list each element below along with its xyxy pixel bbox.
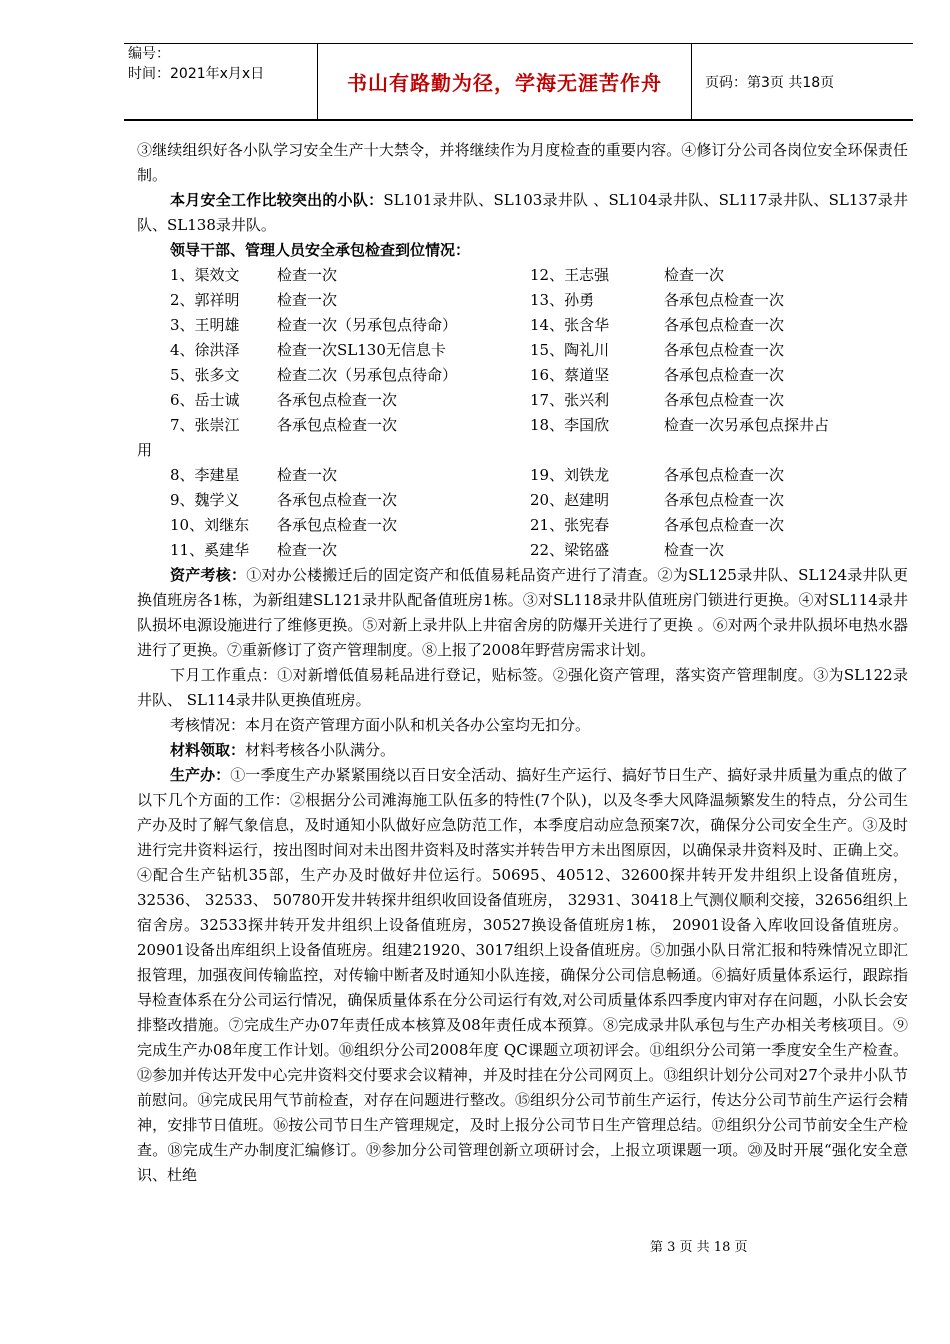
list-item: 6、岳士诚 各承包点检查一次 17、张兴利 各承包点检查一次 [170, 391, 785, 409]
list-item: 11、奚建华 检查一次 22、梁铭盛 检查一次 [170, 541, 725, 559]
header-meta [124, 44, 316, 119]
paragraph-1: ③继续组织好各小队学习安全生产十大禁令，并将继续作为月度检查的重要内容。④修订分公司各岗位安全环保责任制。 [137, 141, 908, 184]
list-item: 4、徐洪泽 检查一次SL130无信息卡 15、陶礼川 各承包点检查一次 [170, 341, 785, 359]
footer-page-number: 第 3 页 共 18 页 [650, 1240, 748, 1255]
paragraph-production: 生产办：①一季度生产办紧紧围绕以百日安全活动、搞好生产运行、搞好节日生产、搞好录井质量为重点的做了以下几个方面的工作：②根据分公司滩海施工队伍多的特性(7个队)，以及冬季大风降温频繁发生的特点，分公司生产办及时了解气象信息，及时通知小队做好应急防范工作，本季度启动应急预案7次，确保分公司安全生产。③及时进行完井资料运行，按出图时间对未出图井资料及时落实并转告甲方未出图原因，以确保录井资料及时、正确上交。④配合生产钻机35部，生产办及时做好井位运行。50695、40512、32600探井转开发井组织上设备值班房，32536、 32533、 50780开发井转探井组织收回设备值班房， 32931、30418上气测仪顺利交接，32656组织上宿舍房。32533探井转开发井组织上设备值班房，30527换设备值班房1栋， 20901设备入库收回设备值班房。 20901设备出库组织上设备值班房。组建21920、3017组织上设备值班房。⑤加强小队日常汇报和特殊情况立即汇报管理，加强夜间传输监控，对传输中断者及时通知小队连接，确保分公司信息畅通。⑥搞好质量体系运行，跟踪指导检查体系在分公司运行情况，确保质量体系在分公司运行有效,对公司质量体系四季度内审对存在问题，小队长会安排整改措施。⑦完成生产办07年责任成本核算及08年责任成本预算。⑧完成录井队承包与生产办相关考核项目。⑨完成生产办08年度工作计划。⑩组织分公司2008年度 QC课题立项初评会。⑪组织分公司第一季度安全生产检查。⑫参加并传达开发中心完井资料交付要求会议精神，并及时挂在分公司网页上。⑬组织计划分公司对27个录井小队节前慰问。⑭完成民用气节前检查，对存在问题进行整改。⑮组织分公司节前生产运行，传达分公司节前生产运行会精神，安排节日值班。⑯按公司节日生产管理规定，及时上报分公司节日生产管理总结。⑰组织分公司节前安全生产检查。⑱完成生产办制度汇编修订。⑲参加分公司管理创新立项研讨会，上报立项课题一项。⑳及时开展“强化安全意识、杜绝 [137, 766, 908, 1184]
number-label: 编号： [128, 46, 170, 62]
paragraph-3: 领导干部、管理人员安全承包检查到位情况： [170, 241, 471, 259]
page-header [124, 43, 913, 121]
list-item: 3、王明雄 检查一次（另承包点待命） 14、张含华 各承包点检查一次 [170, 316, 785, 334]
list-item: 2、郭祥明 检查一次 13、孙勇 各承包点检查一次 [170, 291, 785, 309]
list-item: 7、张崇江 各承包点检查一次 18、李国欣 检查一次另承包点探井占 [170, 416, 830, 434]
list-item: 8、李建星 检查一次 19、刘铁龙 各承包点检查一次 [170, 466, 785, 484]
list-item: 1、渠效文 检查一次 12、王志强 检查一次 [170, 266, 725, 284]
list-item: 9、魏学义 各承包点检查一次 20、赵建明 各承包点检查一次 [170, 491, 785, 509]
list-item: 5、张多文 检查二次（另承包点待命） 16、蔡道坚 各承包点检查一次 [170, 366, 785, 384]
paragraph-assessment: 考核情况：本月在资产管理方面小队和机关各办公室均无扣分。 [170, 716, 591, 734]
list-item: 10、刘继东 各承包点检查一次 21、张宪春 各承包点检查一次 [170, 516, 785, 534]
paragraph-next-month: 下月工作重点：①对新增低值易耗品进行登记，贴标签。②强化资产管理，落实资产管理制度。③为SL122录井队、 SL114录井队更换值班房。 [137, 666, 908, 709]
time-label: 时间：2021年x月x日 [128, 66, 265, 82]
wrap-tail: 用 [137, 441, 153, 459]
paragraph-2: 本月安全工作比较突出的小队：SL101录井队、SL103录井队 、SL104录井队、SL117录井队、SL137录井队、SL138录井队。 [137, 191, 908, 234]
paragraph-materials: 材料领取：材料考核各小队满分。 [170, 741, 396, 759]
inspection-list [137, 263, 908, 563]
document-body [137, 138, 908, 1188]
paragraph-assets: 资产考核：①对办公楼搬迁后的固定资产和低值易耗品资产进行了清查。②为SL125录井队、SL124录井队更换值班房各1栋，为新组建SL121录井队配备值班房1栋。③对SL118录井队值班房门锁进行更换。④对SL114录井队损坏电源设施进行了维修更换。⑤对新上录井队上井宿舍房的防爆开关进行了更换 。⑥对两个录井队损坏电热水器进行了更换。⑦重新修订了资产管理制度。⑧上报了2008年野营房需求计划。 [137, 566, 908, 659]
header-motto-cell [317, 44, 692, 119]
page-label: 页码：第3页 共18页 [705, 74, 835, 91]
page-footer [0, 1236, 950, 1255]
motto: 书山有路勤为径，学海无涯苦作舟 [347, 71, 662, 95]
